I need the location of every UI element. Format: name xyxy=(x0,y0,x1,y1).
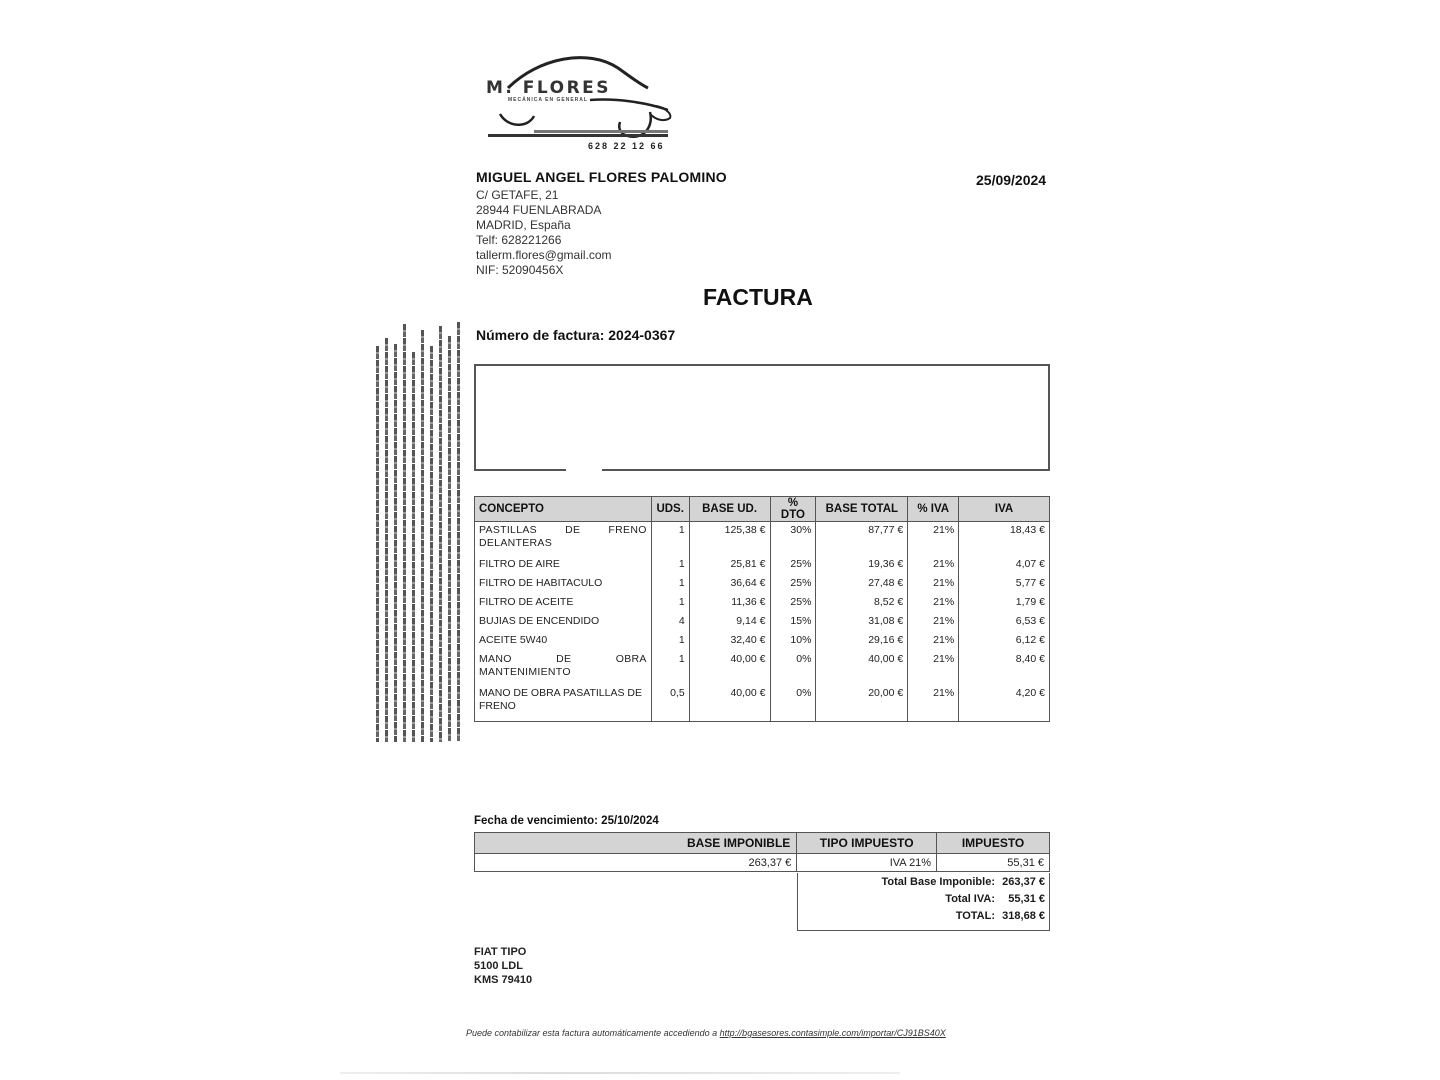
invoice-items-table xyxy=(474,496,1050,722)
logo-brand: M. FLORES xyxy=(486,78,612,98)
table-row xyxy=(475,685,1050,722)
cell-uds: 1 xyxy=(651,651,689,685)
footer-link[interactable]: http://bgasesores.contasimple.com/importar/CJ91BS40X xyxy=(719,1028,946,1038)
table-row xyxy=(475,522,1050,556)
scan-artifact xyxy=(340,1072,900,1074)
cell-base-total: 40,00 € xyxy=(816,651,908,685)
issuer-address: C/ GETAFE, 21 xyxy=(476,188,559,202)
company-logo xyxy=(478,48,678,158)
cell-iva: 6,12 € xyxy=(959,632,1050,651)
cell-base-ud: 9,14 € xyxy=(689,613,770,632)
cell-concepto: BUJIAS DE ENCENDIDO xyxy=(475,613,652,632)
cell-concepto: FILTRO DE ACEITE xyxy=(475,594,652,613)
cell-uds: 1 xyxy=(651,556,689,575)
logo-divider xyxy=(488,134,668,137)
table-row xyxy=(475,575,1050,594)
cell-concepto: FILTRO DE HABITACULO xyxy=(475,575,652,594)
cell-pct-iva: 21% xyxy=(908,556,959,575)
cell-base-ud: 40,00 € xyxy=(689,685,770,722)
table-row xyxy=(475,613,1050,632)
table-header-row xyxy=(475,497,1050,522)
cell-base-total: 31,08 € xyxy=(816,613,908,632)
issuer-email: tallerm.flores@gmail.com xyxy=(476,248,612,262)
col-header-pct-iva: % IVA xyxy=(908,497,959,522)
issuer-block xyxy=(476,170,727,278)
legal-notice-vertical xyxy=(372,322,467,722)
cell-pct-iva: 21% xyxy=(908,594,959,613)
cell-dto: 25% xyxy=(770,594,816,613)
cell-uds: 4 xyxy=(651,613,689,632)
cell-base-ud: 32,40 € xyxy=(689,632,770,651)
logo-tagline: MECÁNICA EN GENERAL xyxy=(508,97,588,103)
table-row xyxy=(475,651,1050,685)
cell-concepto: MANO DE OBRA PASATILLAS DE FRENO xyxy=(475,685,652,722)
cell-base-imponible: 263,37 € xyxy=(475,854,797,872)
table-row xyxy=(475,854,1050,872)
vehicle-plate: 5100 LDL xyxy=(474,960,523,972)
table-row xyxy=(475,556,1050,575)
cell-pct-iva: 21% xyxy=(908,575,959,594)
cell-base-ud: 25,81 € xyxy=(689,556,770,575)
cell-iva: 1,79 € xyxy=(959,594,1050,613)
cell-base-ud: 36,64 € xyxy=(689,575,770,594)
grand-total-value: 318,68 € xyxy=(1002,909,1045,922)
cell-dto: 0% xyxy=(770,651,816,685)
table-row xyxy=(475,594,1050,613)
cell-uds: 1 xyxy=(651,522,689,556)
total-base-value: 263,37 € xyxy=(1002,875,1045,888)
cell-uds: 1 xyxy=(651,594,689,613)
table-header-row xyxy=(475,833,1050,854)
cell-iva: 4,20 € xyxy=(959,685,1050,722)
cell-dto: 25% xyxy=(770,575,816,594)
cell-base-total: 27,48 € xyxy=(816,575,908,594)
logo-divider xyxy=(534,130,668,133)
cell-base-total: 29,16 € xyxy=(816,632,908,651)
invoice-number: Número de factura: 2024-0367 xyxy=(476,327,676,343)
grand-total-label: TOTAL: xyxy=(955,909,995,922)
tax-summary-table xyxy=(474,832,1050,872)
cell-dto: 30% xyxy=(770,522,816,556)
cell-tipo-impuesto: IVA 21% xyxy=(797,854,937,872)
cell-concepto: FILTRO DE AIRE xyxy=(475,556,652,575)
cell-dto: 10% xyxy=(770,632,816,651)
cell-concepto: PASTILLAS DE FRENO DELANTERAS xyxy=(475,522,652,556)
footer-note xyxy=(466,1028,946,1038)
issuer-city: 28944 FUENLABRADA xyxy=(476,203,602,217)
col-header-dto: % DTO xyxy=(770,497,816,522)
cell-pct-iva: 21% xyxy=(908,613,959,632)
cell-uds: 1 xyxy=(651,632,689,651)
document-title: FACTURA xyxy=(703,284,813,310)
vehicle-km: KMS 79410 xyxy=(474,974,533,986)
total-base-row xyxy=(798,873,1049,890)
cell-base-total: 19,36 € xyxy=(816,556,908,575)
total-base-label: Total Base Imponible: xyxy=(881,875,995,888)
issuer-region: MADRID, España xyxy=(476,218,571,232)
cell-uds: 1 xyxy=(651,575,689,594)
cell-pct-iva: 21% xyxy=(908,685,959,722)
totals-summary xyxy=(797,873,1050,931)
total-iva-row xyxy=(798,890,1049,907)
total-iva-value: 55,31 € xyxy=(1008,892,1045,905)
footer-text: Puede contabilizar esta factura automáticamente accediendo a xyxy=(466,1028,720,1038)
cell-impuesto: 55,31 € xyxy=(937,854,1050,872)
cell-iva: 18,43 € xyxy=(959,522,1050,556)
col-header-tipo-impuesto: TIPO IMPUESTO xyxy=(797,833,937,854)
issuer-name: MIGUEL ANGEL FLORES PALOMINO xyxy=(476,169,727,185)
issuer-nif: NIF: 52090456X xyxy=(476,263,564,277)
cell-iva: 8,40 € xyxy=(959,651,1050,685)
total-iva-label: Total IVA: xyxy=(945,892,995,905)
table-row xyxy=(475,632,1050,651)
cell-pct-iva: 21% xyxy=(908,651,959,685)
col-header-base-ud: BASE UD. xyxy=(689,497,770,522)
col-header-base-total: BASE TOTAL xyxy=(816,497,908,522)
cell-dto: 25% xyxy=(770,556,816,575)
cell-base-ud: 125,38 € xyxy=(689,522,770,556)
cell-iva: 4,07 € xyxy=(959,556,1050,575)
logo-phone: 628 22 12 66 xyxy=(588,141,665,151)
cell-iva: 5,77 € xyxy=(959,575,1050,594)
cell-base-total: 20,00 € xyxy=(816,685,908,722)
cell-pct-iva: 21% xyxy=(908,522,959,556)
client-info-box xyxy=(474,364,1050,471)
due-date: Fecha de vencimiento: 25/10/2024 xyxy=(474,815,659,827)
invoice-date: 25/09/2024 xyxy=(976,172,1047,188)
cell-base-total: 8,52 € xyxy=(816,594,908,613)
cell-dto: 15% xyxy=(770,613,816,632)
cell-iva: 6,53 € xyxy=(959,613,1050,632)
vehicle-model: FIAT TIPO xyxy=(474,946,527,958)
col-header-base-imponible: BASE IMPONIBLE xyxy=(475,833,797,854)
cell-uds: 0,5 xyxy=(651,685,689,722)
cell-pct-iva: 21% xyxy=(908,632,959,651)
cell-concepto: MANO DE OBRA MANTENIMIENTO xyxy=(475,651,652,685)
cell-base-ud: 11,36 € xyxy=(689,594,770,613)
col-header-uds: UDS. xyxy=(651,497,689,522)
cell-base-total: 87,77 € xyxy=(816,522,908,556)
cell-base-ud: 40,00 € xyxy=(689,651,770,685)
cell-dto: 0% xyxy=(770,685,816,722)
col-header-iva: IVA xyxy=(959,497,1050,522)
col-header-concepto: CONCEPTO xyxy=(475,497,652,522)
col-header-impuesto: IMPUESTO xyxy=(937,833,1050,854)
grand-total-row xyxy=(798,907,1049,924)
vehicle-info xyxy=(474,945,532,987)
issuer-phone: Telf: 628221266 xyxy=(476,233,562,247)
cell-concepto: ACEITE 5W40 xyxy=(475,632,652,651)
